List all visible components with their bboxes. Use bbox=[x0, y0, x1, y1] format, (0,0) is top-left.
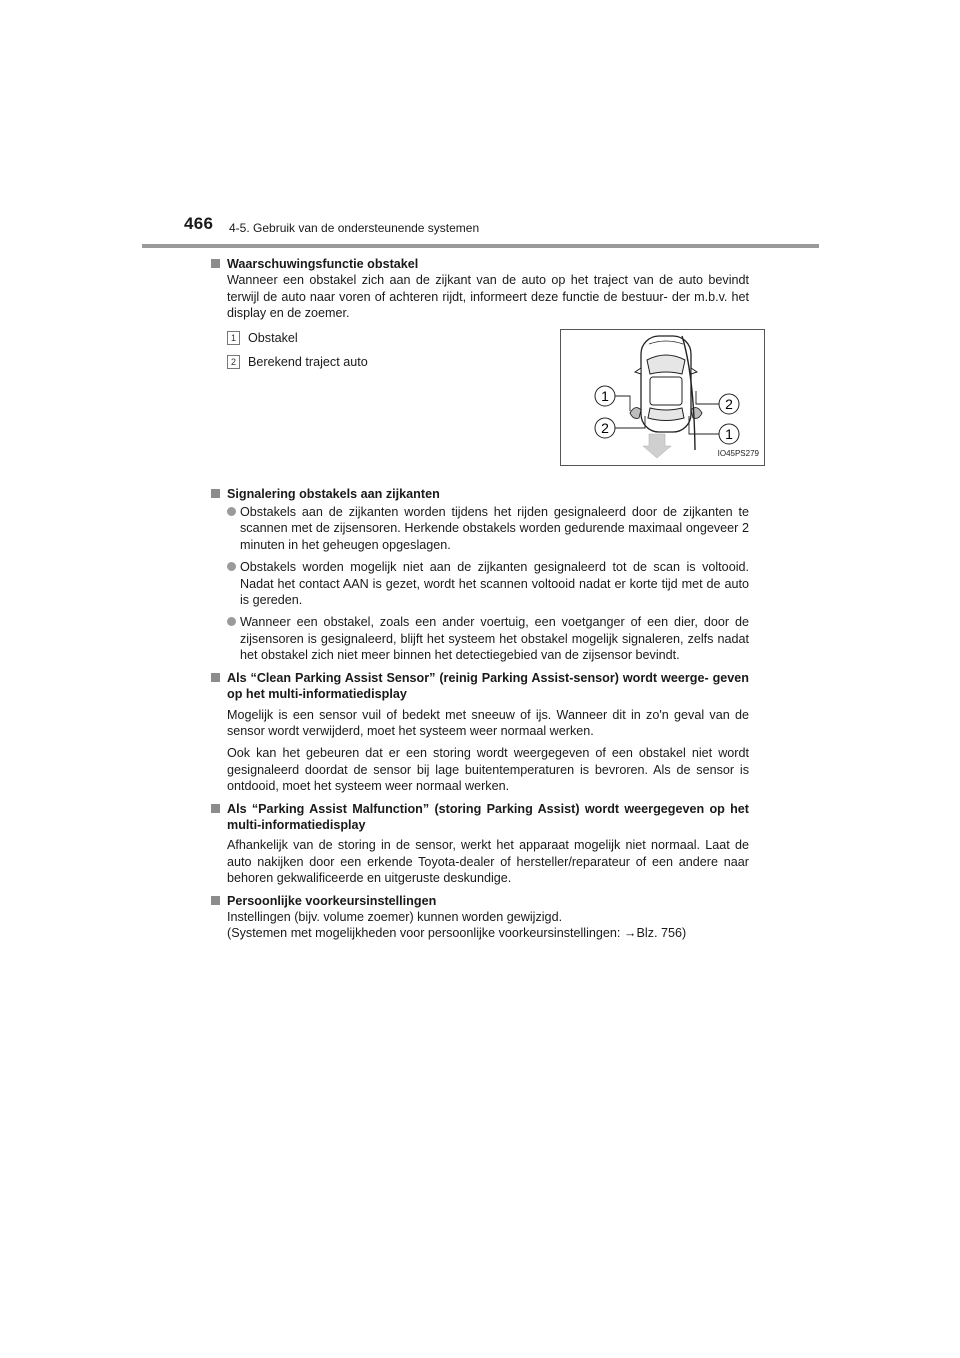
legend-label: Obstakel bbox=[248, 330, 298, 345]
round-bullet-icon bbox=[227, 507, 236, 516]
bullet-text: Obstakels aan de zijkanten worden tijdens het rijden gesignaleerd door de zijkanten te scannen met de zijsensoren. Herkende obstakels worden gedurende maximaal ongeveer 2 minuten in het geheugen opgeslagen. bbox=[240, 505, 749, 552]
bullet-item bbox=[227, 614, 749, 663]
square-bullet-icon bbox=[211, 259, 220, 268]
figure-area bbox=[227, 330, 759, 480]
page-reference: (Systemen met mogelijkheden voor persoonlijke voorkeursinstellingen: →Blz. 756) bbox=[227, 926, 687, 941]
section-title: Als “Clean Parking Assist Sensor” (reinig Parking Assist-sensor) wordt weerge- geven op het multi-informatiedisplay bbox=[227, 670, 749, 702]
chapter-title: 4-5. Gebruik van de ondersteunende systemen bbox=[229, 221, 480, 235]
paragraph: Wanneer een obstakel zich aan de zijkant van de auto op het traject van de auto bevindt terwijl de auto naar voren of achteren rijdt, informeert deze functie de bestuur- der m.b.v. het display en de zoemer. bbox=[227, 273, 749, 321]
callout-number: 1 bbox=[725, 425, 733, 442]
paragraph: Mogelijk is een sensor vuil of bedekt met sneeuw of ijs. Wanneer dit in zo'n geval van de sensor wordt verwijderd, moet het systeem weer normaal werken. bbox=[227, 707, 749, 738]
paragraph: Afhankelijk van de storing in de sensor, werkt het apparaat mogelijk niet normaal. Laat de auto nakijken door een erkende Toyota-dealer of hersteller/reparateur of een andere naar behoren gekwalificeerde en uitgeruste deskundige. bbox=[227, 838, 749, 886]
figure-id: IO45PS279 bbox=[717, 449, 759, 459]
callout-number: 2 bbox=[725, 395, 733, 412]
bullet-item bbox=[227, 559, 749, 608]
section-title: Waarschuwingsfunctie obstakel bbox=[227, 257, 419, 271]
callout-number: 1 bbox=[601, 387, 609, 404]
section-title: Als “Parking Assist Malfunction” (storing Parking Assist) wordt weergegeven op het multi-informatiedisplay bbox=[227, 801, 749, 832]
section-malfunction bbox=[211, 801, 749, 887]
square-bullet-icon bbox=[211, 804, 220, 813]
bullet-text: Obstakels worden mogelijk niet aan de zijkanten gesignaleerd tot de scan is voltooid. Nadat het contact AAN is gezet, wordt het scannen voltooid nadat er korte tijd met de auto is gereden. bbox=[240, 560, 749, 608]
round-bullet-icon bbox=[227, 562, 236, 571]
bullet-item bbox=[227, 504, 749, 553]
parking-diagram bbox=[560, 329, 765, 466]
page-number: 466 bbox=[184, 214, 214, 233]
square-bullet-icon bbox=[211, 489, 220, 498]
legend-label: Berekend traject auto bbox=[248, 354, 368, 369]
legend-number: 2 bbox=[227, 355, 240, 369]
section-side-detection bbox=[211, 486, 749, 664]
section-personal-settings bbox=[211, 893, 749, 942]
bullet-text: Wanneer een obstakel, zoals een ander voertuig, een voetganger of een dier, door de zijsensoren is gesignaleerd, blijft het systeem het obstakel mogelijk signaleren, zelfs nadat het obstakel zich niet meer binnen het detectiegebied van de zijsensor bevindt. bbox=[240, 615, 749, 663]
section-title: Signalering obstakels aan zijkanten bbox=[227, 486, 440, 501]
paragraph: Ook kan het gebeuren dat er een storing wordt weergegeven of een obstakel niet wordt gesignaleerd doordat de sensor bij lage buitentemperaturen is bevroren. Als de sensor is ontdooid, moet het systeem weer normaal werken. bbox=[227, 746, 749, 794]
section-clean-sensor bbox=[211, 670, 749, 795]
car-top-view-illustration bbox=[561, 330, 764, 465]
round-bullet-icon bbox=[227, 617, 236, 626]
section-title: Persoonlijke voorkeursinstellingen bbox=[227, 893, 437, 908]
paragraph-line: Instellingen (bijv. volume zoemer) kunnen worden gewijzigd. bbox=[227, 909, 563, 924]
header-rule bbox=[142, 244, 819, 248]
page-content bbox=[211, 256, 759, 948]
callout-number: 2 bbox=[601, 419, 609, 436]
square-bullet-icon bbox=[211, 673, 220, 682]
legend-number: 1 bbox=[227, 331, 240, 345]
square-bullet-icon bbox=[211, 896, 220, 905]
section-warning bbox=[211, 256, 759, 480]
